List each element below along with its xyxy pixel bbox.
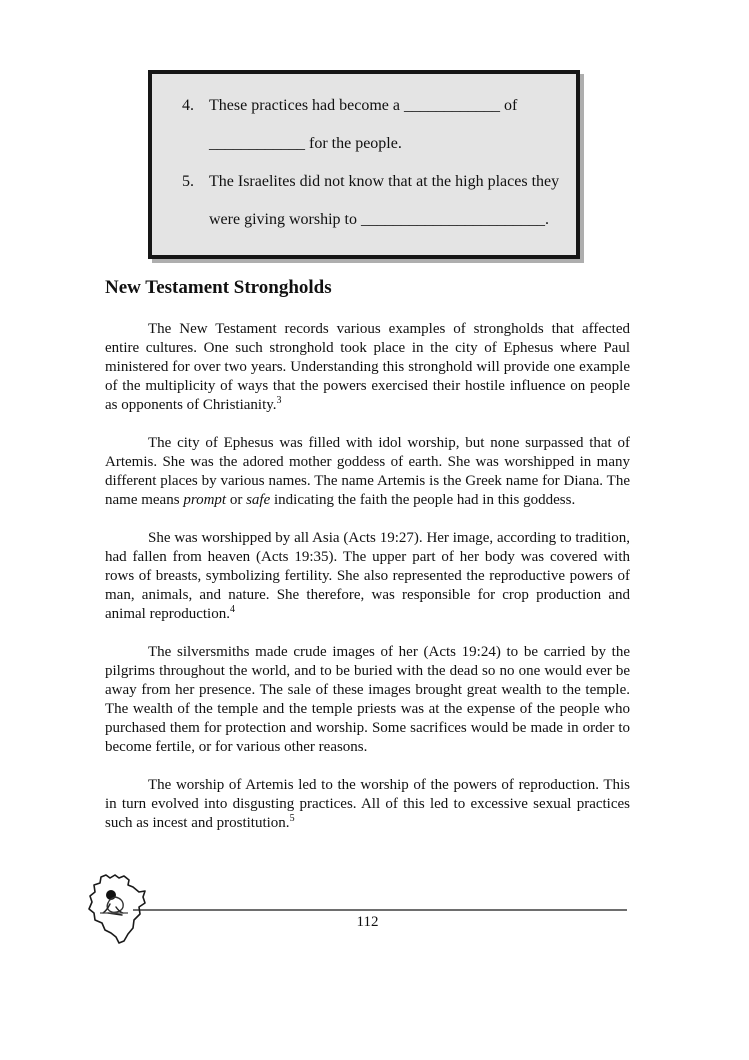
paragraph-3: She was worshipped by all Asia (Acts 19:27). Her image, according to tradition, had fallen from heaven (Acts 19:35). The upper part of her body was covered with rows of breasts, symbolizing fertility. She also represented the reproductive powers of man, animals, and nature. She therefore, was responsible for crop production and animal reproduction.$^4$ [105, 530, 630, 622]
worksheet-item-4-line-1 [182, 87, 566, 125]
main-content [105, 276, 630, 833]
paragraph-2: The city of Ephesus was filled with idol worship, but none surpassed that of Artemis. She was the adored mother goddess of earth. She was worshipped in many different places by various names. The name Artemis is the Greek name for Diana. The name means prompt or safe indicating the faith the people had in this goddess. [105, 435, 630, 508]
section-heading: New Testament Strongholds [105, 277, 332, 298]
africa-kneeling-figure-logo-icon [86, 871, 156, 945]
item-number: 5. [182, 173, 194, 190]
page-number: 112 [356, 914, 379, 930]
item-text: These practices had become a ____________ of [209, 97, 518, 114]
worksheet-item-4-line-2: ____________ for the people. [209, 135, 402, 152]
footer-divider [133, 909, 627, 911]
paragraph-5: The worship of Artemis led to the worship of the powers of reproduction. This in turn evolved into disgusting practices. All of this led to excessive sexual practices such as incest and prostitution.$^5$ [105, 777, 630, 831]
paragraph-4: The silversmiths made crude images of her (Acts 19:24) to be carried by the pilgrims throughout the world, and to be buried with the dead so no one would ever be away from her presence. The sale of these images brought great wealth to the temple. The wealth of the temple and the temple priests was at the expense of the people who purchased them for protection and worship. Some sacrifices would be made in order to become fertile, or for various other reasons. [105, 644, 630, 755]
item-text: The Israelites did not know that at the high places they [209, 173, 560, 190]
worksheet-item-5-line-1 [182, 163, 566, 201]
item-number: 4. [182, 97, 194, 114]
worksheet-item-5-line-2: were giving worship to _______________________. [209, 211, 549, 228]
worksheet-box [148, 70, 580, 259]
paragraph-1: The New Testament records various examples of strongholds that affected entire cultures. One such stronghold took place in the city of Ephesus where Paul ministered for over two years. Understanding this stronghold will provide one example of the multiplicity of ways that the powers exercised their hostile influence on people as opponents of Christianity.$^3$ [105, 321, 630, 413]
